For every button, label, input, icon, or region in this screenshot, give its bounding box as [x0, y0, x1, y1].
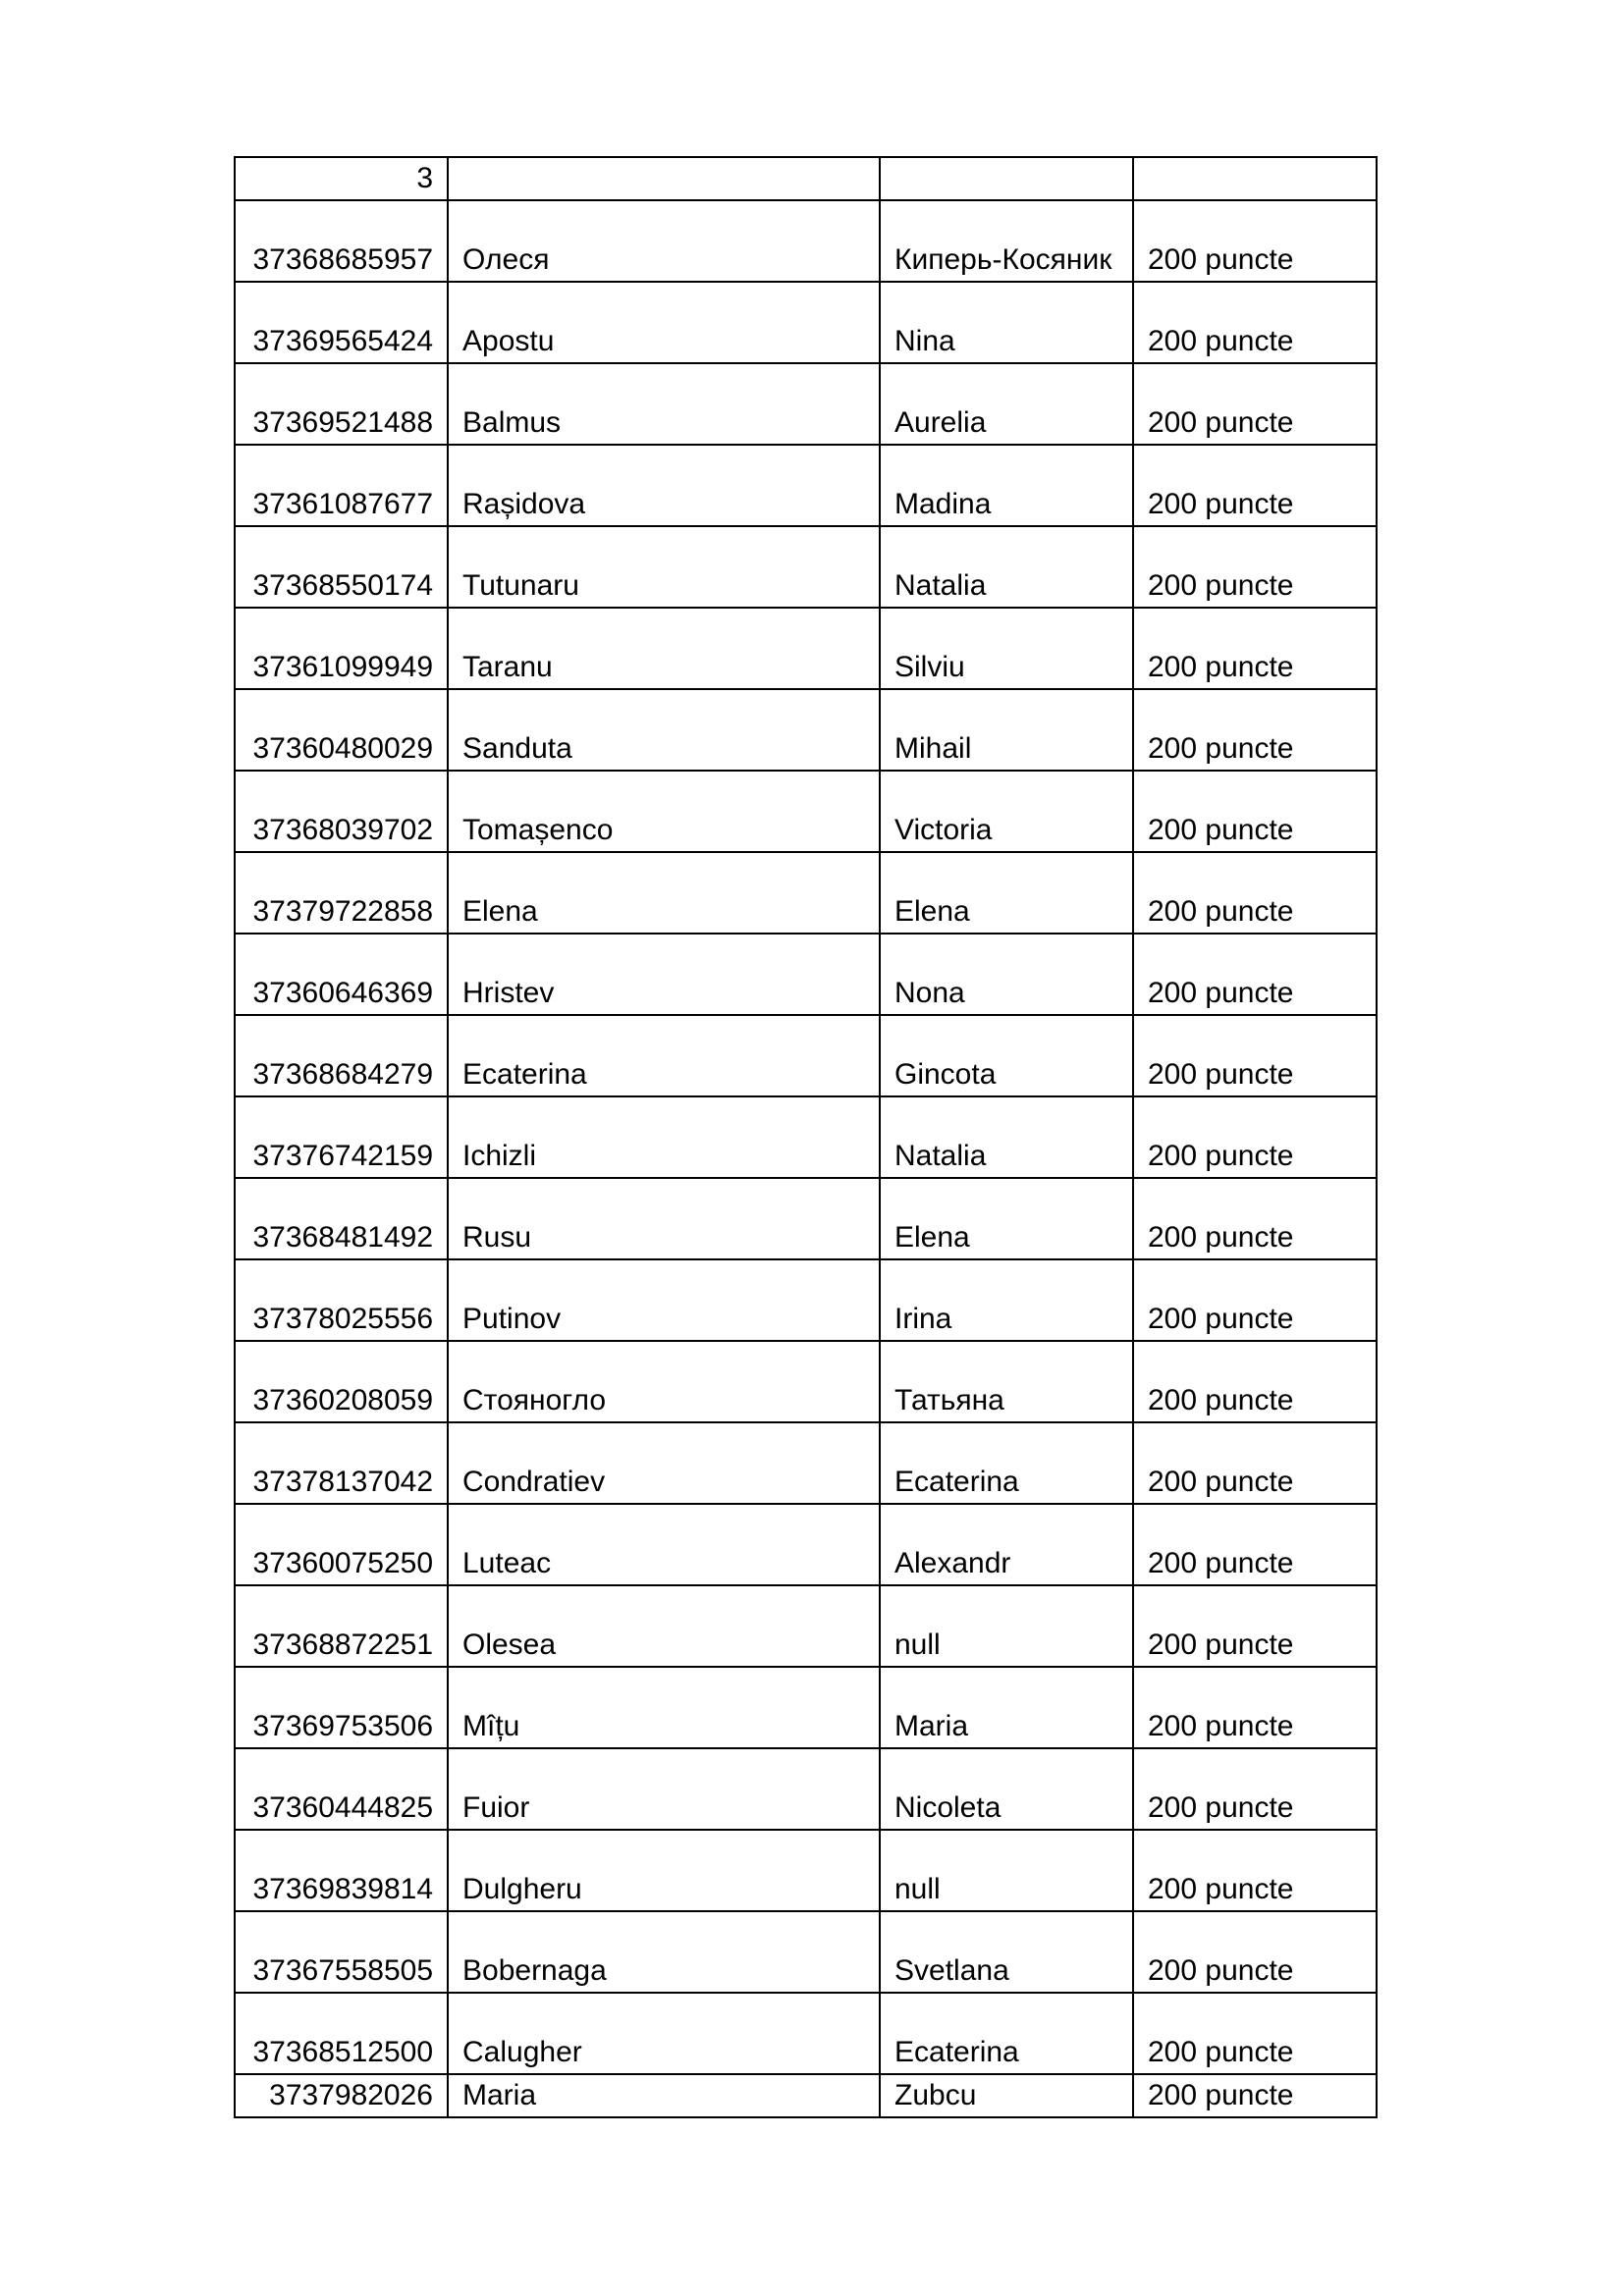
phone-cell: 37360075250	[235, 1504, 448, 1585]
name-cell: Luteac	[448, 1504, 880, 1585]
name-cell-secondary: Gincota	[880, 1015, 1133, 1096]
points-cell: 200 puncte	[1133, 1667, 1377, 1748]
name-cell: Fuior	[448, 1748, 880, 1830]
table-row	[235, 1504, 1377, 1585]
points-cell: 200 puncte	[1133, 2074, 1377, 2117]
phone-cell: 37360444825	[235, 1748, 448, 1830]
phone-cell: 37368872251	[235, 1585, 448, 1667]
name-cell-secondary: Киперь-Косяник	[880, 200, 1133, 282]
phone-cell: 37368512500	[235, 1993, 448, 2074]
table-row	[235, 445, 1377, 526]
name-cell-secondary: null	[880, 1585, 1133, 1667]
name-cell: Mîțu	[448, 1667, 880, 1748]
name-cell: Tutunaru	[448, 526, 880, 608]
table-body	[235, 157, 1377, 2117]
table-row	[235, 200, 1377, 282]
name-cell-secondary: Nicoleta	[880, 1748, 1133, 1830]
name-cell: Maria	[448, 2074, 880, 2117]
name-cell-secondary: Nina	[880, 282, 1133, 363]
table-row	[235, 2074, 1377, 2117]
name-cell-secondary	[880, 157, 1133, 200]
name-cell-secondary: Татьяна	[880, 1341, 1133, 1422]
table-row	[235, 771, 1377, 852]
name-cell-secondary: Zubcu	[880, 2074, 1133, 2117]
phone-cell: 37361087677	[235, 445, 448, 526]
phone-cell: 37379722858	[235, 852, 448, 934]
name-cell-secondary: Natalia	[880, 1096, 1133, 1178]
table-row	[235, 282, 1377, 363]
table-row	[235, 1585, 1377, 1667]
name-cell: Calugher	[448, 1993, 880, 2074]
name-cell: Balmus	[448, 363, 880, 445]
name-cell: Dulgheru	[448, 1830, 880, 1911]
name-cell: Rașidova	[448, 445, 880, 526]
name-cell: Олеся	[448, 200, 880, 282]
points-cell: 200 puncte	[1133, 1015, 1377, 1096]
points-cell: 200 puncte	[1133, 689, 1377, 771]
points-cell: 200 puncte	[1133, 1585, 1377, 1667]
name-cell: Apostu	[448, 282, 880, 363]
table-row	[235, 1911, 1377, 1993]
name-cell: Bobernaga	[448, 1911, 880, 1993]
phone-cell: 37360646369	[235, 934, 448, 1015]
points-cell: 200 puncte	[1133, 608, 1377, 689]
points-cell: 200 puncte	[1133, 1341, 1377, 1422]
table-row	[235, 1667, 1377, 1748]
phone-cell: 37368039702	[235, 771, 448, 852]
phone-cell: 37360480029	[235, 689, 448, 771]
points-cell: 200 puncte	[1133, 526, 1377, 608]
phone-cell: 37361099949	[235, 608, 448, 689]
phone-cell: 37368685957	[235, 200, 448, 282]
name-cell-secondary: Alexandr	[880, 1504, 1133, 1585]
name-cell-secondary: Elena	[880, 852, 1133, 934]
points-cell: 200 puncte	[1133, 771, 1377, 852]
points-cell: 200 puncte	[1133, 1748, 1377, 1830]
points-cell: 200 puncte	[1133, 200, 1377, 282]
points-cell	[1133, 157, 1377, 200]
name-cell-secondary: Silviu	[880, 608, 1133, 689]
table-row	[235, 689, 1377, 771]
name-cell: Ichizli	[448, 1096, 880, 1178]
phone-cell: 37369565424	[235, 282, 448, 363]
table-row	[235, 1259, 1377, 1341]
phone-cell: 3	[235, 157, 448, 200]
table-row	[235, 363, 1377, 445]
name-cell: Taranu	[448, 608, 880, 689]
name-cell-secondary: Ecaterina	[880, 1422, 1133, 1504]
points-cell: 200 puncte	[1133, 852, 1377, 934]
phone-cell: 37369521488	[235, 363, 448, 445]
phone-cell: 37376742159	[235, 1096, 448, 1178]
name-cell: Hristev	[448, 934, 880, 1015]
points-cell: 200 puncte	[1133, 282, 1377, 363]
name-cell-secondary: Nona	[880, 934, 1133, 1015]
phone-cell: 37369839814	[235, 1830, 448, 1911]
table-row	[235, 1096, 1377, 1178]
name-cell-secondary: null	[880, 1830, 1133, 1911]
points-cell: 200 puncte	[1133, 1178, 1377, 1259]
phone-cell: 37378025556	[235, 1259, 448, 1341]
name-cell-secondary: Aurelia	[880, 363, 1133, 445]
points-cell: 200 puncte	[1133, 1504, 1377, 1585]
name-cell-secondary: Elena	[880, 1178, 1133, 1259]
table-row	[235, 1993, 1377, 2074]
points-cell: 200 puncte	[1133, 1830, 1377, 1911]
name-cell: Olesea	[448, 1585, 880, 1667]
table-row	[235, 1015, 1377, 1096]
name-cell: Condratiev	[448, 1422, 880, 1504]
name-cell-secondary: Svetlana	[880, 1911, 1133, 1993]
phone-cell: 37368481492	[235, 1178, 448, 1259]
phone-cell: 37360208059	[235, 1341, 448, 1422]
name-cell: Putinov	[448, 1259, 880, 1341]
points-cell: 200 puncte	[1133, 363, 1377, 445]
phone-cell: 37368684279	[235, 1015, 448, 1096]
table-row	[235, 1748, 1377, 1830]
points-cell: 200 puncte	[1133, 1422, 1377, 1504]
name-cell: Tomașenco	[448, 771, 880, 852]
name-cell-secondary: Ecaterina	[880, 1993, 1133, 2074]
name-cell: Sanduta	[448, 689, 880, 771]
table-row	[235, 934, 1377, 1015]
table-row	[235, 1341, 1377, 1422]
points-cell: 200 puncte	[1133, 1259, 1377, 1341]
points-cell: 200 puncte	[1133, 934, 1377, 1015]
points-cell: 200 puncte	[1133, 1096, 1377, 1178]
table-row	[235, 526, 1377, 608]
points-cell: 200 puncte	[1133, 1911, 1377, 1993]
name-cell-secondary: Madina	[880, 445, 1133, 526]
name-cell: Стояногло	[448, 1341, 880, 1422]
name-cell-secondary: Natalia	[880, 526, 1133, 608]
name-cell: Rusu	[448, 1178, 880, 1259]
table-row	[235, 1178, 1377, 1259]
phone-cell: 37369753506	[235, 1667, 448, 1748]
phone-cell: 37368550174	[235, 526, 448, 608]
name-cell-secondary: Mihail	[880, 689, 1133, 771]
points-cell: 200 puncte	[1133, 445, 1377, 526]
table-row	[235, 608, 1377, 689]
name-cell: Elena	[448, 852, 880, 934]
name-cell	[448, 157, 880, 200]
table-row	[235, 157, 1377, 200]
data-table	[234, 156, 1378, 2118]
phone-cell: 37367558505	[235, 1911, 448, 1993]
name-cell: Ecaterina	[448, 1015, 880, 1096]
table-row	[235, 1830, 1377, 1911]
phone-cell: 37378137042	[235, 1422, 448, 1504]
phone-cell: 3737982026	[235, 2074, 448, 2117]
name-cell-secondary: Irina	[880, 1259, 1133, 1341]
name-cell-secondary: Maria	[880, 1667, 1133, 1748]
table-row	[235, 1422, 1377, 1504]
points-cell: 200 puncte	[1133, 1993, 1377, 2074]
name-cell-secondary: Victoria	[880, 771, 1133, 852]
table-row	[235, 852, 1377, 934]
